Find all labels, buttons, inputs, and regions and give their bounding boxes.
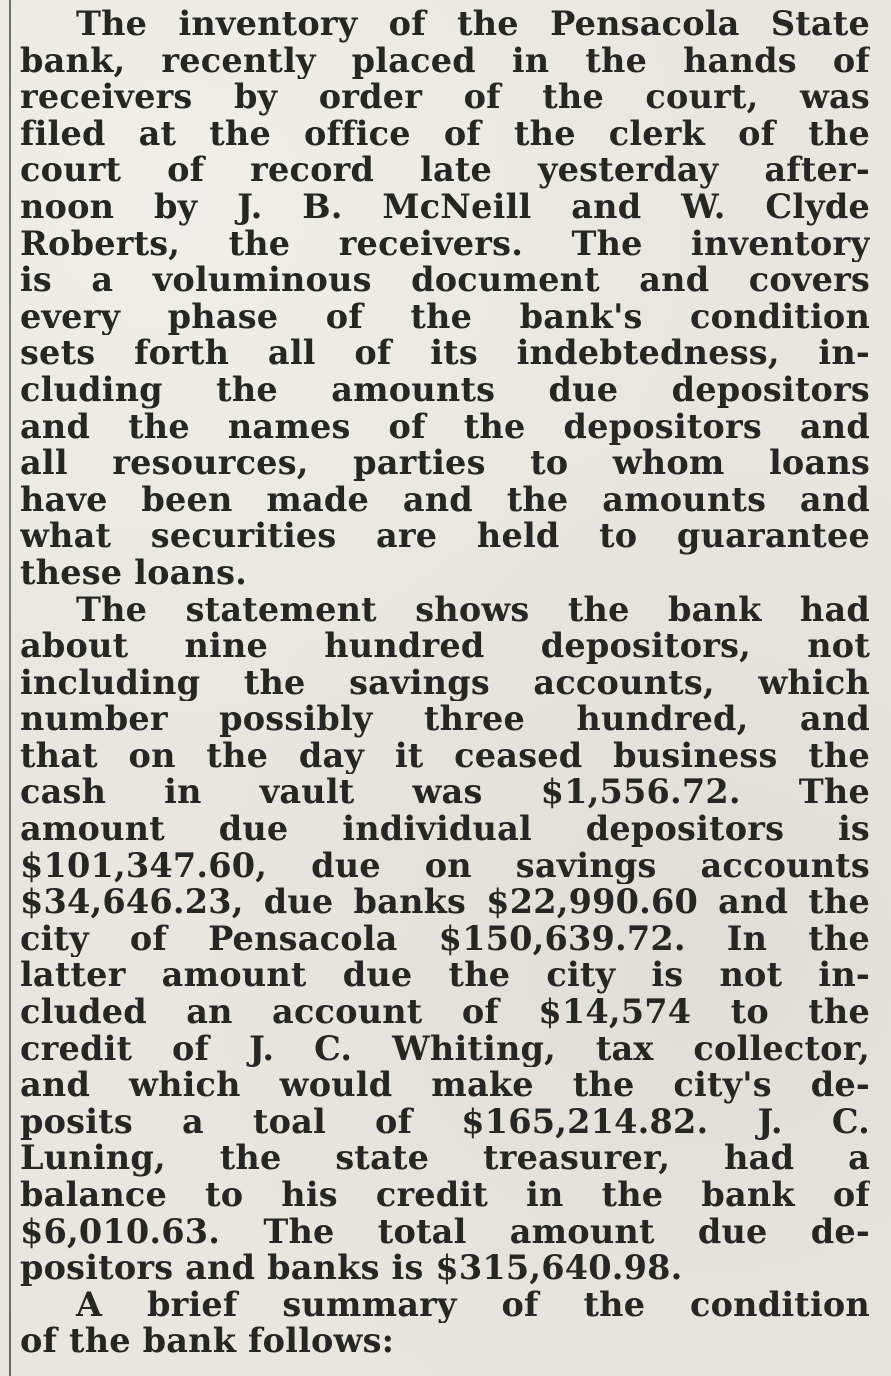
text-line: these loans.	[20, 554, 248, 592]
text-line: and which would make the city's de-	[20, 1067, 870, 1104]
text-line: balance to his credit in the bank of	[20, 1177, 870, 1214]
text-line: city of Pensacola $150,639.72. In the	[20, 920, 870, 958]
text-line: posits a toal of $165,214.82. J. C.	[20, 1103, 870, 1141]
text-line: bank, recently placed in the hands of	[20, 42, 870, 80]
text-line: every phase of the bank's condition	[20, 298, 870, 336]
text-line: $6,010.63. The total amount due de-	[20, 1213, 870, 1251]
column-rule	[9, 0, 11, 1376]
text-line: amount due individual depositors is	[20, 811, 870, 848]
text-line: $101,347.60, due on savings accounts	[20, 847, 870, 885]
text-line: The statement shows the bank had	[76, 591, 870, 629]
article-body	[20, 6, 870, 1370]
text-line: cash in vault was $1,556.72. The	[20, 774, 870, 812]
text-line: and the names of the depositors and	[20, 408, 870, 446]
text-line: sets forth all of its indebtedness, in-	[20, 335, 870, 372]
text-line: noon by J. B. McNeill and W. Clyde	[20, 188, 870, 226]
text-line: A brief summary of the condition	[76, 1286, 870, 1324]
text-line: $34,646.23, due banks $22,990.60 and the	[20, 884, 870, 921]
text-line: number possibly three hundred, and	[20, 701, 870, 738]
text-line: of the bank follows:	[20, 1323, 395, 1360]
text-line: positors and banks is $315,640.98.	[20, 1250, 683, 1287]
text-line: Roberts, the receivers. The inventory	[20, 225, 870, 263]
text-line: have been made and the amounts and	[20, 481, 870, 519]
text-line: Luning, the state treasurer, had a	[20, 1140, 870, 1177]
text-line: cluded an account of $14,574 to the	[20, 994, 870, 1031]
article-paragraph	[20, 1287, 870, 1360]
text-line: latter amount due the city is not in-	[20, 957, 870, 995]
text-line: credit of J. C. Whiting, tax collector,	[20, 1030, 870, 1068]
text-line: what securities are held to guarantee	[20, 518, 870, 555]
text-line: including the savings accounts, which	[20, 664, 870, 702]
article-paragraph	[20, 592, 870, 1287]
text-line: that on the day it ceased business the	[20, 737, 870, 775]
text-line: The inventory of the Pensacola State	[76, 6, 870, 43]
article-paragraph	[20, 6, 870, 592]
text-line: filed at the office of the clerk of the	[20, 115, 870, 153]
text-line: cluding the amounts due depositors	[20, 371, 870, 409]
text-line: is a voluminous document and covers	[20, 262, 870, 299]
text-line: about nine hundred depositors, not	[20, 628, 870, 665]
text-line: receivers by order of the court, was	[20, 79, 870, 116]
text-line: all resources, parties to whom loans	[20, 445, 870, 482]
text-line: court of record late yesterday after-	[20, 152, 870, 189]
